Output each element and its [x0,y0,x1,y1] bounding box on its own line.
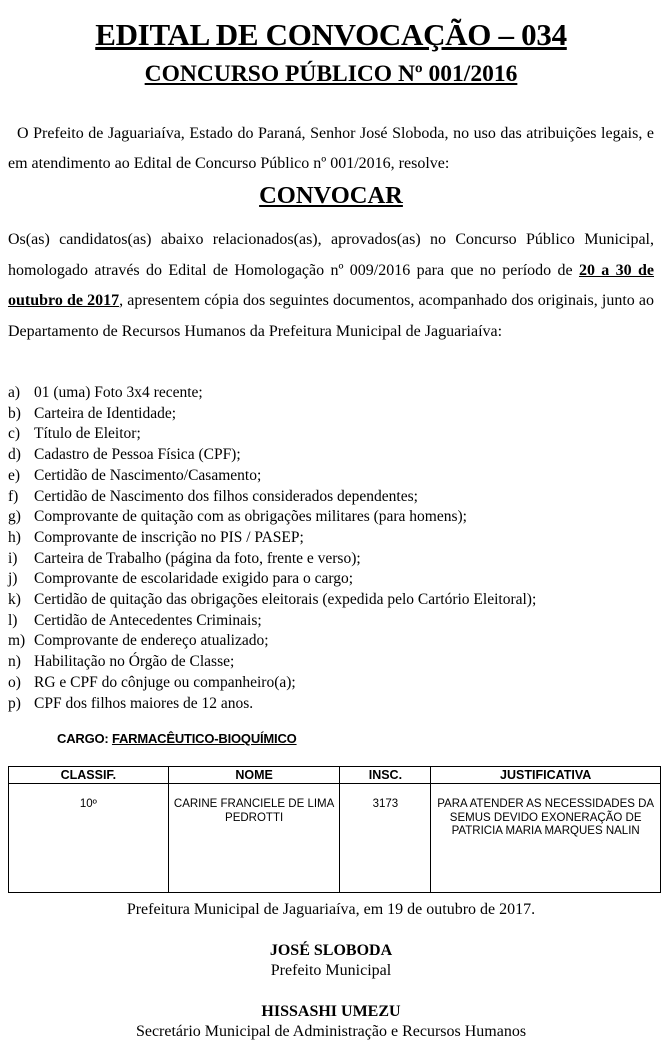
list-item-text: Certidão de Nascimento dos filhos considerados dependentes; [34,487,418,505]
list-item-letter: n) [8,653,21,671]
list-item-letter: h) [8,528,21,546]
cell-classif: 10º [9,784,169,893]
list-item-text: CPF dos filhos maiores de 12 anos. [34,694,254,712]
body-text-part2: , apresentem cópia dos seguintes documentos, acompanhado dos originais, junto ao Departamento de Recursos Humanos da Prefeitura Municipal de Jaguariaíva: [8,292,654,340]
list-item-text: Comprovante de quitação com as obrigações militares (para homens); [34,508,467,526]
body-paragraph [8,225,654,347]
list-item-letter: l) [8,611,18,629]
list-item [8,507,654,528]
list-item [8,631,654,652]
list-item [8,611,654,632]
list-item-letter: p) [8,694,21,712]
list-item-text: Comprovante de escolaridade exigido para o cargo; [34,570,354,588]
list-item [8,528,654,549]
list-item-letter: m) [8,632,26,650]
place-date: Prefeitura Municipal de Jaguariaíva, em 19 de outubro de 2017. [126,901,536,918]
body-text-part1: Os(as) candidatos(as) abaixo relacionados(as), aprovados(as) no Concurso Público Municipal, homologado através do Edital de Homologação nº 009/2016 para que no período de [8,231,654,279]
documents-list [8,383,654,714]
period-text: 20 a 30 de outubro de 2017 [8,261,655,309]
list-item-text: Comprovante de endereço atualizado; [34,632,269,650]
list-item [8,383,654,404]
list-item-text: Cadastro de Pessoa Física (CPF); [34,446,241,464]
column-header-classif: CLASSIF. [9,767,169,784]
column-header-insc: INSC. [340,767,431,784]
list-item-text: Certidão de Antecedentes Criminais; [34,611,262,629]
list-item-text: Título de Eleitor; [34,425,141,443]
column-header-nome: NOME [168,767,340,784]
list-item [8,487,654,508]
list-item [8,466,654,487]
list-item [8,652,654,673]
list-item-text: Certidão de Nascimento/Casamento; [34,466,262,484]
list-item [8,673,654,694]
list-item [8,694,654,715]
cell-nome: CARINE FRANCIELE DE LIMA PEDROTTI [168,784,340,893]
cell-justificativa: PARA ATENDER AS NECESSIDADES DA SEMUS DEVIDO EXONERAÇÃO DE PATRICIA MARIA MARQUES NALIN [431,784,661,893]
list-item-letter: b) [8,404,21,422]
table-row [9,784,661,893]
list-item-letter: d) [8,446,21,464]
list-item-letter: e) [8,466,21,484]
list-item-letter: i) [8,549,18,567]
list-item-text: Certidão de quitação das obrigações eleitorais (expedida pelo Cartório Eleitoral); [34,591,537,609]
list-item-text: Carteira de Identidade; [34,404,177,422]
list-item-text: Comprovante de inscrição no PIS / PASEP; [34,528,304,546]
list-item-text: Carteira de Trabalho (página da foto, frente e verso); [34,549,361,567]
list-item-letter: f) [8,487,19,505]
list-item-letter: c) [8,425,21,443]
list-item-text: 01 (uma) Foto 3x4 recente; [34,384,203,401]
page-subtitle: CONCURSO PÚBLICO Nº 001/2016 [144,61,518,87]
list-item [8,590,654,611]
signer2-name: HISSASHI UMEZU [261,1003,401,1020]
list-item-letter: j) [8,570,18,588]
cargo-line [57,731,297,746]
intro-paragraph: O Prefeito de Jaguariaíva, Estado do Paraná, Senhor José Sloboda, no uso das atribuições legais, e em atendimento ao Edital de Concurso Público nº 001/2016, resolve: [8,125,654,172]
list-item [8,424,654,445]
column-header-justificativa: JUSTIFICATIVA [431,767,661,784]
list-item-letter: a) [8,384,21,401]
action-heading: CONVOCAR [259,182,403,209]
list-item-letter: o) [8,673,21,691]
page-title: EDITAL DE CONVOCAÇÃO – 034 [95,17,567,52]
list-item-text: RG e CPF do cônjuge ou companheiro(a); [34,673,296,691]
list-item-letter: g) [8,508,21,526]
signer1-name: JOSÉ SLOBODA [269,942,393,959]
list-item [8,549,654,570]
cargo-label: CARGO: [57,731,109,746]
list-item-letter: k) [8,591,21,609]
signer2-role: Secretário Municipal de Administração e Recursos Humanos [135,1023,527,1040]
list-item [8,445,654,466]
candidates-table [8,766,661,893]
signer1-role: Prefeito Municipal [270,962,392,979]
table-header-row [9,767,661,784]
cell-insc: 3173 [340,784,431,893]
cargo-value: FARMACÊUTICO-BIOQUÍMICO [111,731,297,746]
list-item [8,569,654,590]
list-item-text: Habilitação no Órgão de Classe; [34,653,235,671]
list-item [8,404,654,425]
